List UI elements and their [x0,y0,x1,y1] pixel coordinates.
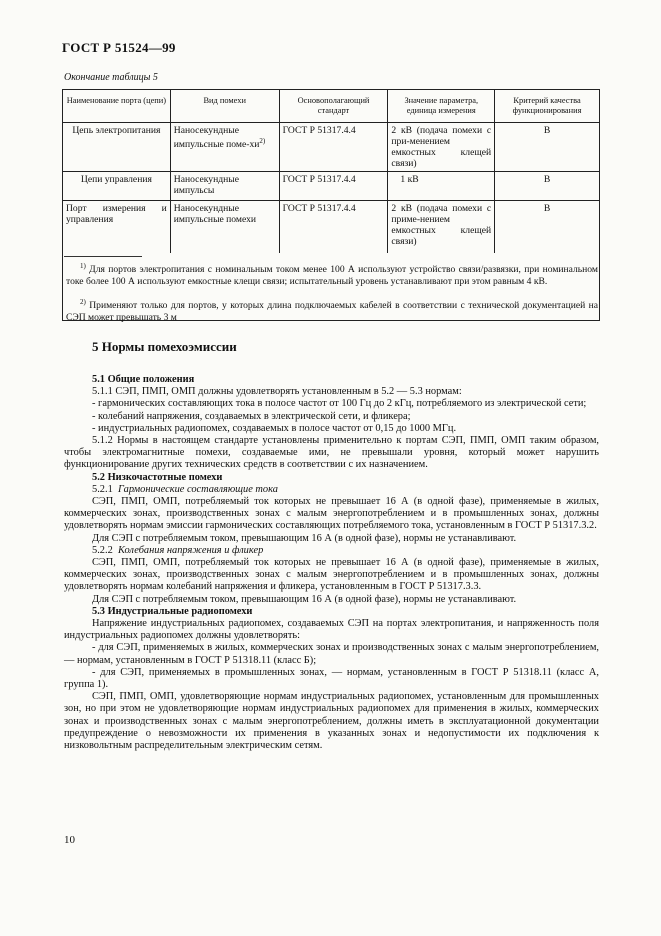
list-item: - индустриальных радиопомех, создаваемых в полосе частот от 0,15 до 1000 МГц. [92,422,457,434]
paragraph: Для СЭП с потребляемым током, превышающим 16 А (в одной фазе), нормы не устанавливают. [92,532,517,544]
cell-type [170,123,279,172]
paragraph: 5.1.2 Нормы в настоящем стандарте установлены применительно к портам СЭП, ПМП, ОМП таким образом, чтобы электромагнитные помехи, создаваемые ими, не превышали уровня, который может нарушить функционирование других технических средств в соответствии с их назначением. [64,435,599,471]
subsection-title: 5.2 Низкочастотные помехи [92,471,223,483]
clause-heading [64,545,599,557]
section-title: 5 Нормы помехоэмиссии [92,339,237,354]
footnote-divider [64,256,142,257]
cell-port: Цепи управления [63,172,171,201]
table-row [63,201,600,253]
table-caption: Окончание таблицы 5 [64,72,158,83]
clause-number: 5.2.1 [92,483,113,495]
col-header: Критерий качества функционирования [495,90,600,123]
cell-criterion: В [495,172,600,201]
subsection-title: 5.3 Индустриальные радиопомехи [92,605,253,617]
table-row [63,123,600,172]
clause-title: Колебания напряжения и фликер [117,544,264,556]
paragraph: 5.1.1 СЭП, ПМП, ОМП должны удовлетворять установленным в 5.2 — 5.3 нормам: [92,386,462,398]
cell-criterion: В [495,123,600,172]
cell-std: ГОСТ Р 51317.4.4 [279,172,388,201]
table-5 [62,89,600,253]
clause-title: Гармонические составляющие тока [117,483,278,495]
cell-criterion: В [495,201,600,253]
col-header: Наименование порта (цепи) [63,90,171,123]
clause-heading [64,484,599,496]
footnote-text: Для портов электропитания с номинальным током менее 100 А используют устройство связи/развязки, при номинальном токе более 100 А используют емкостные клещи связи; испытательный уровень устанавливают при этом равным 4 кВ. [66,264,598,287]
clause-number: 5.2.2 [92,544,113,556]
section-body [64,374,599,752]
cell-port: Цепь электропитания [63,123,171,172]
paragraph: СЭП, ПМП, ОМП, потребляемый ток которых не превышает 16 А (в одной фазе), применяемые в жилых, коммерческих зонах, производственных зонах с малым энергопотреблением и в промышленных зонах, должны удовлетворять нормам эмиссии гармонических составляющих потребляемого тока, установленным в ГОСТ Р 51317.3.2. [64,496,599,532]
footnote-mark: 1) [80,262,86,270]
cell-value: 2 кВ (подача помехи с при-менением емкостных клещей связи) [388,123,495,172]
cell-std: ГОСТ Р 51317.4.4 [279,201,388,253]
cell-type-text: Наносекундные импульсные поме-хи [173,125,260,151]
table-row [63,172,600,201]
table-header-row [63,90,600,123]
col-header: Вид помехи [170,90,279,123]
list-item: - для СЭП, применяемых в промышленных зонах, — нормам, установленным в ГОСТ Р 51318.11 (класс А, группа 1). [64,666,599,691]
col-header: Основополагающий стандарт [279,90,388,123]
footnote-2 [66,297,598,323]
list-item: - гармонических составляющих тока в полосе частот от 100 Гц до 2 кГц, потребляемого из электрической сети; [92,398,587,410]
cell-value: 2 кВ (подача помехи с приме-нением емкостных клещей связи) [388,201,495,253]
footnote-1 [66,261,598,287]
cell-value: 1 кВ [388,172,495,201]
cell-std: ГОСТ Р 51317.4.4 [279,123,388,172]
cell-port: Порт измерения и управления [63,201,171,253]
list-item: - для СЭП, применяемых в жилых, коммерческих зонах и производственных зонах с малым энергопотреблением, — нормам, установленным в ГОСТ Р 51318.11 (класс Б); [64,642,599,666]
paragraph: Для СЭП с потребляемым током, превышающим 16 А (в одной фазе), нормы не устанавливают. [92,593,517,605]
page-number: 10 [64,834,75,846]
col-header: Значение параметра, единица измерения [388,90,495,123]
footnote-ref: 2) [259,137,266,145]
paragraph: Напряжение индустриальных радиопомех, создаваемых СЭП на портах электропитания, и напряженность поля индустриальных радиопомех должны удовлетворять: [64,618,599,642]
cell-type: Наносекундные импульсные помехи [170,201,279,253]
cell-type: Наносекундные импульсы [170,172,279,201]
paragraph: СЭП, ПМП, ОМП, удовлетворяющие нормам индустриальных радиопомех, установленным для промышленных зон, но при этом не удовлетворяющие нормам индустриальных радиопомех для применения в жилых, коммерческих зонах и производственных зонах с малым энергопотреблением, должны иметь в эксплуатационной документации предупреждение о невозможности их применения в указанных зонах и недопустимости их подключения к низковольтным распределительным электрическим сетям. [64,691,599,752]
subsection-title: 5.1 Общие положения [92,374,195,385]
list-item: - колебаний напряжения, создаваемых в электрической сети, и фликера; [92,410,411,422]
document-header: ГОСТ Р 51524—99 [62,40,176,55]
paragraph: СЭП, ПМП, ОМП, потребляемый ток которых не превышает 16 А (в одной фазе), применяемые в жилых, коммерческих зонах, производственных зонах с малым энергопотреблением и в промышленных зонах, должны удовлетворять нормам колебаний напряжения и фликера, установленным в ГОСТ Р 51317.3.3. [64,557,599,593]
footnote-mark: 2) [80,298,86,306]
footnote-text: Применяют только для портов, у которых длина подключаемых кабелей в соответствии с технической документацией на СЭП может превышать 3 м [66,300,598,323]
